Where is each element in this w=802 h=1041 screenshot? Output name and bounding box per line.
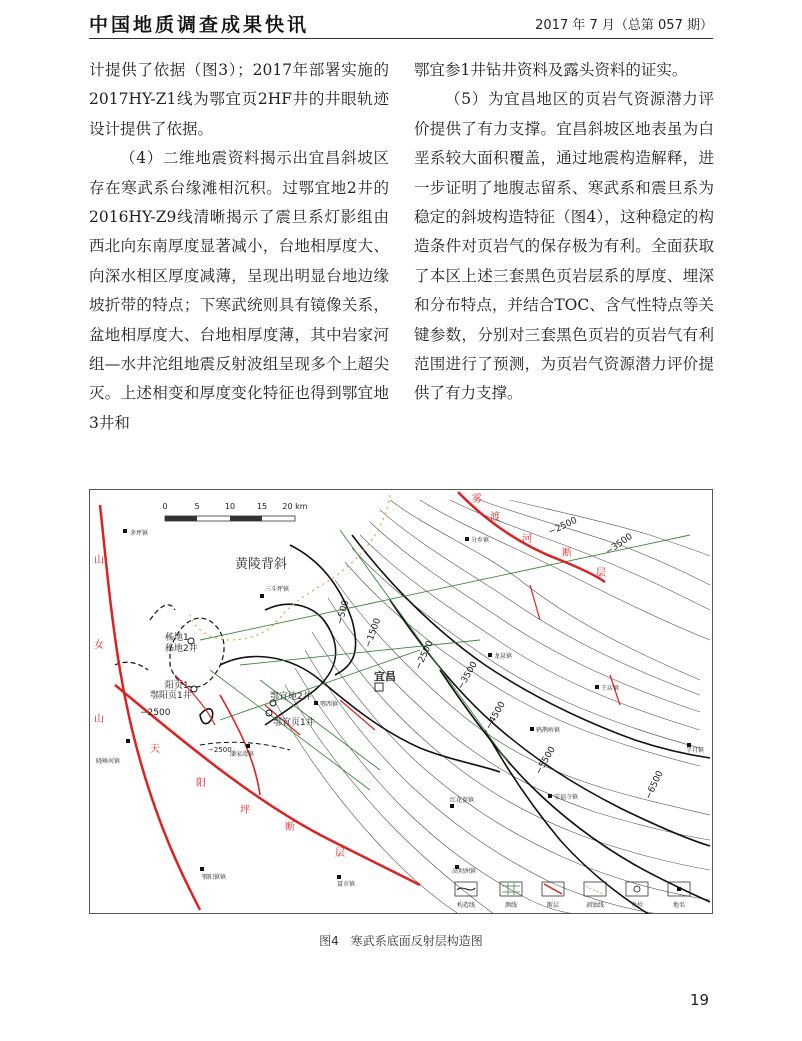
- legend-label: 断层: [546, 902, 560, 909]
- fault-char: 河: [522, 534, 532, 545]
- fault-name-labels: [94, 493, 606, 859]
- town-markers: [123, 529, 691, 879]
- structure-map-figure: [89, 489, 713, 914]
- legend-label: 地名: [672, 902, 686, 909]
- town-label: 鸦鹊岭镇: [536, 727, 561, 734]
- legend-label: 剥蚀线: [585, 902, 605, 909]
- fault-char: 雾: [472, 494, 482, 505]
- fault-char: 阳: [196, 778, 206, 789]
- page-number: 19: [690, 991, 710, 1009]
- fault-char: 层: [335, 848, 345, 859]
- well-label: 阳页1: [165, 681, 189, 691]
- journal-name: 中国地质调查成果快讯: [89, 14, 310, 36]
- contour-value: −2500: [208, 746, 232, 754]
- legend-label: 井位: [630, 902, 644, 909]
- scale-tick: 5: [194, 502, 200, 511]
- contour-value: −500: [335, 599, 352, 626]
- contour-value: −4500: [483, 700, 508, 732]
- town-label: 龙泉镇: [494, 653, 513, 660]
- well-label: 鄂宜页1井: [273, 718, 315, 728]
- contour-value: −3500: [603, 531, 635, 558]
- well-label: 鄂宜地2井: [270, 692, 312, 702]
- fault-char: 断: [285, 822, 295, 833]
- contour-value: −2500: [547, 515, 579, 538]
- contour-value: −2500: [413, 639, 436, 672]
- well-label: 秭地2井: [165, 644, 198, 654]
- header-rule: [89, 38, 713, 39]
- legend-label: 测线: [504, 902, 518, 909]
- scale-tick: 20 km: [282, 502, 308, 511]
- paragraph: 计提供了依据（图3）；2017年部署实施的2017HY-Z1线为鄂宜页2HF井的井眼轨迹设计提供了依据。: [89, 61, 389, 138]
- issue-info: 2017 年 7 月（总第 057 期）: [535, 18, 713, 33]
- paragraph: （4）二维地震资料揭示出宜昌斜坡区存在寒武系台缘滩相沉积。过鄂宜地2井的2016HY-Z9线清晰揭示了震旦系灯影组由西北向东南厚度显著减小，台地相厚度大、向深水相区厚度减薄，呈现出明显台地边缘坡折带的特点；下寒武统则具有镜像关系，盆地相厚度大、台地相厚度薄，其中岩家河组—水井沱组地震反射波组呈现多个上超尖灭。上述相变和厚度变化特征也得到鄂宜地3井和: [89, 149, 389, 432]
- town-label: 鄂阳镇镇: [202, 874, 227, 881]
- anticline-label: 黄陵背斜: [235, 557, 288, 572]
- town-label: 潘家湾镇: [230, 751, 255, 758]
- contour-value: −6500: [643, 769, 666, 802]
- scale-tick: 0: [162, 502, 168, 511]
- well-markers: [188, 638, 383, 716]
- town-label: 高坝洲镇: [452, 868, 477, 875]
- town-label: 安福寺镇: [554, 794, 579, 801]
- scale-tick: 15: [256, 502, 268, 511]
- contour-value: −1500: [363, 616, 384, 650]
- scale-bar: [162, 502, 307, 521]
- contour-value: −5500: [533, 745, 558, 777]
- paragraph: （5）为宜昌地区的页岩气资源潜力评价提供了有力支撑。宜昌斜坡区地表虽为白垩系较大面积覆盖，通过地震构造解释，进一步证明了地腹志留系、寒武系和震旦系为稳定的斜坡构造特征（图4），这种稳定的构造条件对页岩气的保存极为有利。全面获取了本区上述三套黑色页岩层系的厚度、埋深和分布特点，并结合TOC、含气性特点等关键参数，分别对三套黑色页岩的页岩气有利范围进行了预测，为页岩气资源潜力评价提供了有力支撑。: [414, 90, 714, 403]
- town-label: 三斗坪镇: [265, 586, 290, 593]
- right-column: [414, 56, 714, 409]
- fault-char: 山: [94, 555, 104, 566]
- contour-value: −2500: [140, 708, 171, 718]
- structure-map: [90, 490, 714, 915]
- well-label: 秭地1: [165, 633, 189, 643]
- contour-value-labels: [140, 516, 666, 802]
- town-label: 聂市镇: [337, 881, 356, 888]
- well-label: 鄂阳页1井: [150, 691, 192, 701]
- town-label: 红花套镇: [450, 797, 475, 804]
- scale-tick: 10: [224, 502, 236, 511]
- paragraph: 鄂宜参1井钻井资料及露头资料的证实。: [414, 61, 688, 79]
- town-label: 分乡镇: [471, 537, 490, 544]
- fault-char: 断: [562, 548, 572, 559]
- town-label: 王店镇: [601, 685, 620, 692]
- fault-char: 天: [150, 744, 160, 755]
- fault-char: 坪: [240, 805, 250, 816]
- fault-char: 层: [596, 568, 606, 579]
- town-label: 晓峰河镇: [96, 758, 121, 765]
- figure-caption: 图4 寒武系底面反射层构造图: [319, 934, 483, 948]
- town-label: 鄂西镇: [320, 701, 339, 708]
- legend: [455, 882, 690, 909]
- fault-char: 山: [94, 714, 104, 725]
- left-column: [89, 56, 389, 438]
- fault-char: 女: [94, 640, 104, 651]
- town-label: 茅坪镇: [130, 530, 149, 537]
- fault-char: 渡: [490, 512, 500, 523]
- legend-label: 构造线: [456, 902, 476, 909]
- contour-value: −3500: [455, 660, 480, 692]
- map-labels: [96, 529, 705, 888]
- city-label: 宜昌: [374, 670, 396, 683]
- town-label: 半月镇: [686, 747, 705, 754]
- page-header: [89, 6, 713, 38]
